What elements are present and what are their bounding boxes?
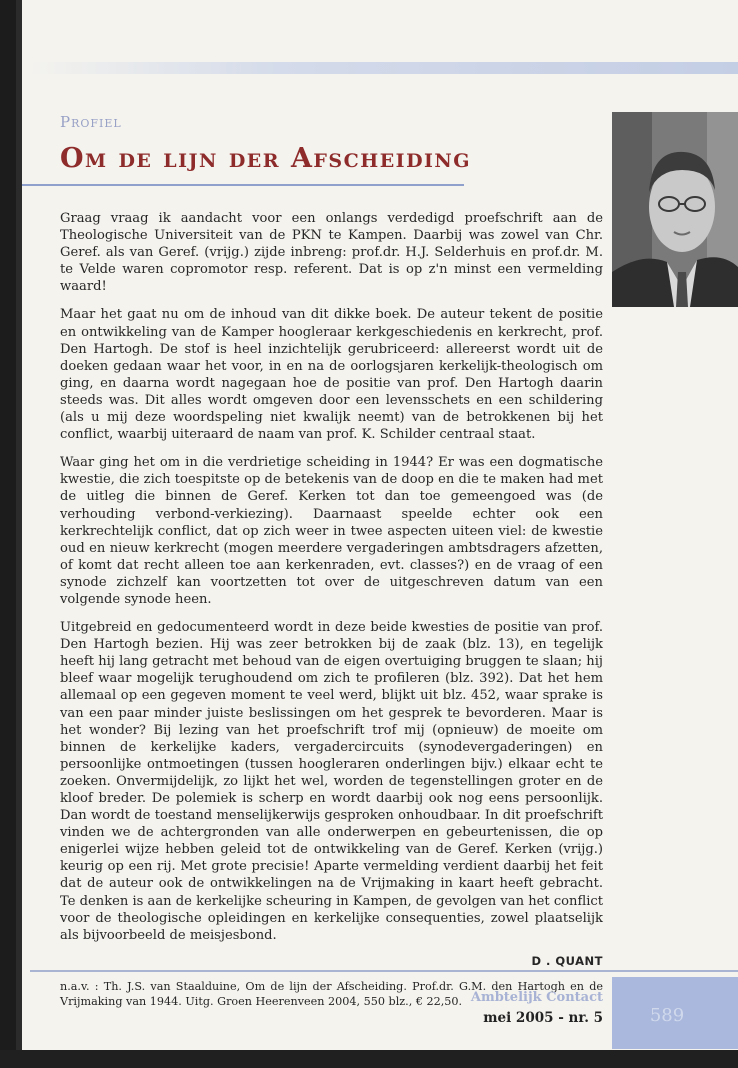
- article-paragraph-3: Waar ging het om in die verdrietige scheiding in 1944? Er was een dogmatische kwestie, die zich toespitste op de betekenis van de doop en die te maken had met de uitleg die binnen de Geref. Kerken tot dan toe gemeengoed was (de verhouding verbond-verkiezing). Daarnaast speelde echter ook een kerkrechtelijk conflict, dat op zich weer in twee aspecten uiteen viel: de kwestie oud en nieuw kerkrecht (mogen meerdere vergaderingen ambtsdragers afzetten, of komt dat recht alleen toe aan kerkenraden, evt. classes?) en de vraag of een synode zichzelf kan voortzetten tot over de uitgeschreven datum van een volgende synode heen.: [60, 455, 603, 607]
- book-reference: n.a.v. : Th. J.S. van Staalduine, Om de lijn der Afscheiding. Prof.dr. G.M. den Hartogh en de Vrijmaking van 1944. Uitg. Groen Heerenveen 2004, 550 blz., € 22,50.: [60, 979, 603, 1008]
- section-label: Profiel: [60, 113, 122, 131]
- header-color-bar: [30, 62, 738, 74]
- author-portrait-image: [612, 112, 738, 307]
- issue-info: mei 2005 - nr. 5: [483, 1010, 603, 1026]
- page-binding-shadow: [16, 0, 22, 1068]
- journal-name: Ambtelijk Contact: [470, 990, 603, 1005]
- author-photo: [612, 112, 738, 307]
- page-number: 589: [649, 1005, 685, 1026]
- page-bottom-edge: [0, 1050, 738, 1068]
- article-paragraph-1: Graag vraag ik aandacht voor een onlangs verdedigd proefschrift aan de Theologische Universiteit van de PKN te Kampen. Daarbij was zowel van Chr. Geref. als van Geref. (vrijg.) zijde inbreng: prof.dr. H.J. Selderhuis en prof.dr. M. te Velde waren copromotor resp. referent. Dat is op z'n minst een vermelding waard!: [60, 211, 603, 295]
- article-title: Om de lijn der Afscheiding: [60, 143, 472, 174]
- article-paragraph-2: Maar het gaat nu om de inhoud van dit dikke boek. De auteur tekent de positie en ontwikkeling van de Kamper hoogleraar kerkgeschiedenis en kerkrecht, prof. Den Hartogh. De stof is heel inzichtelijk gerubriceerd: allereerst wordt uit de doeken gedaan waar het voor, in en na de oorlogsjaren kerkelijk-theologisch om ging, en daarna wordt nagegaan hoe de positie van prof. Den Hartogh daarin steeds was. Dit alles wordt omgeven door een levensschets en een schildering (als u mij deze woordspeling niet kwalijk neemt) van de betrokkenen bij het conflict, waarbij uiteraard de naam van prof. K. Schilder centraal staat.: [60, 307, 603, 443]
- author-signature: D . QUANT: [531, 953, 603, 968]
- footer-rule: [30, 970, 738, 972]
- article-paragraph-4: Uitgebreid en gedocumenteerd wordt in deze beide kwesties de positie van prof. Den Hartogh bezien. Hij was zeer betrokken bij de zaak (blz. 13), en tegelijk heeft hij lang getracht met behoud van de eigen overtuiging bruggen te slaan; hij bleef waar mogelijk terughoudend om zich te profileren (blz. 392). Dat het hem allemaal op een gegeven moment te veel werd, blijkt uit blz. 452, waar sprake is van een paar minder juiste beslissingen om het gesprek te bevorderen. Maar is het wonder? Bij lezing van het proefschrift trof mij (opnieuw) de moeite om binnen de kerkelijke kaders, vergadercircuits (synodevergaderingen) en persoonlijke ontmoetingen (tussen hoogleraren onderlingen bijv.) elkaar echt te zoeken. Onvermijdelijk, zo lijkt het wel, worden de tegenstellingen groter en de kloof breder. De polemiek is scherp en wordt daarbij ook nog eens persoonlijk. Dan wordt de toestand menselijkerwijs gesproken onhoudbaar. In dit proefschrift vinden we de achtergronden van alle onderwerpen en gebeurtenissen, die op enigerlei wijze hebben geleid tot de ontwikkeling van de Geref. Kerken (vrijg.) keurig op een rij. Met grote precisie! Aparte vermelding verdient daarbij het feit dat de auteur ook de ontwikkelingen na de Vrijmaking in kaart heeft gebracht. Te denken is aan de kerkelijke scheuring in Kampen, de gevolgen van het conflict voor de theologische opleidingen en kerkelijke consequenties, zowel plaatselijk als bijvoorbeeld de meisjesbond.: [60, 620, 603, 943]
- title-underline: [22, 184, 464, 186]
- page-number-box: [612, 977, 738, 1049]
- article-body: [60, 210, 603, 1009]
